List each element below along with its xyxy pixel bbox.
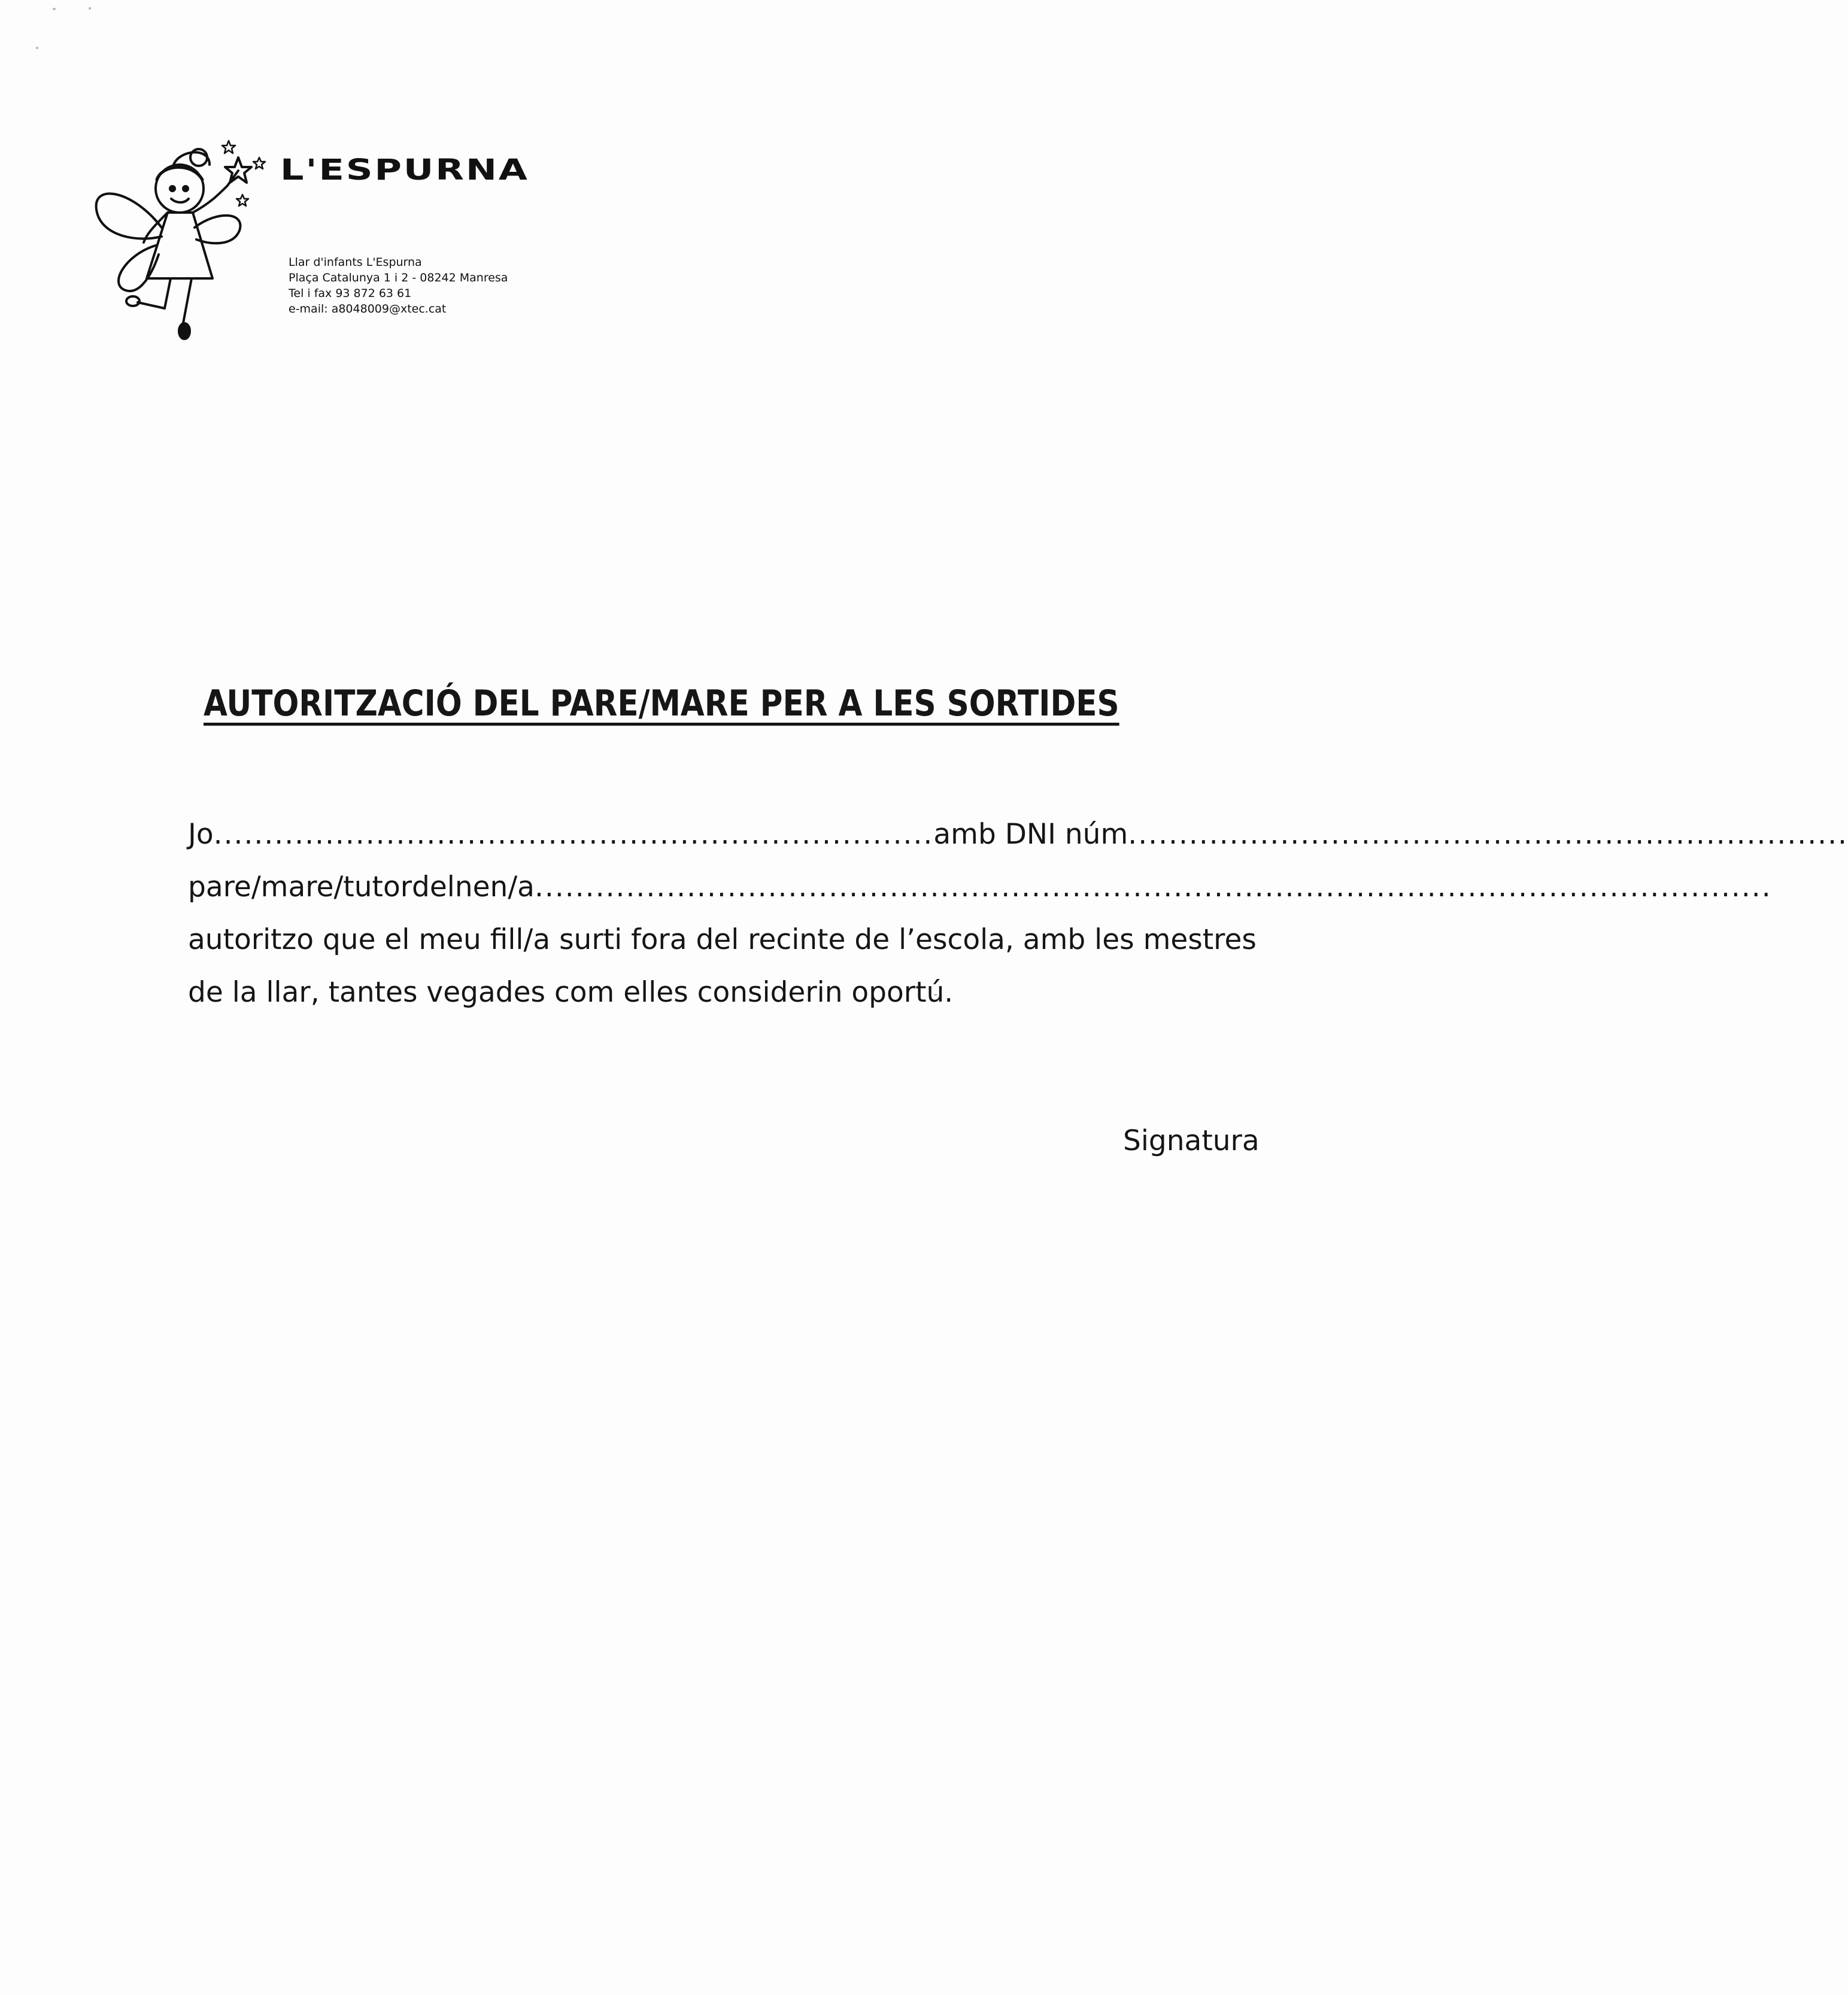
contact-school-name: Llar d'infants L'Espurna [289, 256, 422, 269]
relation-of-label: del [412, 871, 455, 903]
form-line-relation [188, 861, 1772, 914]
authorization-text: autoritzo que el meu fill/a surti fora del recinte de l’escola, amb les mestres [188, 923, 1257, 956]
child-label: nen/a [454, 871, 535, 903]
contact-address: Plaça Catalunya 1 i 2 - 08242 Manresa [289, 271, 508, 284]
name-label: Jo [188, 818, 214, 851]
contact-block [289, 254, 508, 317]
page-title: AUTORITZACIÓ DEL PARE/MARE PER A LES SORTIDES [204, 683, 1119, 724]
contact-email: e-mail: a8048009@xtec.cat [289, 302, 447, 316]
form-line-name [188, 808, 1848, 861]
contact-phone: Tel i fax 93 872 63 61 [289, 287, 412, 300]
scan-speck [53, 8, 56, 10]
form-line-authorization-end [188, 966, 1254, 1019]
fairy-with-star-wand-icon [90, 129, 269, 347]
scan-speck [36, 47, 38, 49]
relation-label: pare/mare/tutor [188, 871, 412, 903]
child-name-blank[interactable]: .......................................................................................................................... [534, 871, 1772, 903]
scan-speck [89, 7, 91, 10]
authorization-text-end: de la llar, tantes vegades com elles considerin oportú. [188, 976, 954, 1009]
letterhead [90, 129, 593, 347]
brand-name: L'ESPURNA [280, 153, 529, 187]
authorization-form [188, 808, 1848, 1019]
form-line-authorization [188, 914, 1257, 966]
dni-blank[interactable]: ....................................................................... [1128, 818, 1848, 851]
signature-label: Signatura [1123, 1124, 1260, 1157]
name-blank[interactable]: ....................................................................... [213, 818, 934, 851]
dni-label: amb DNI núm [933, 818, 1128, 851]
